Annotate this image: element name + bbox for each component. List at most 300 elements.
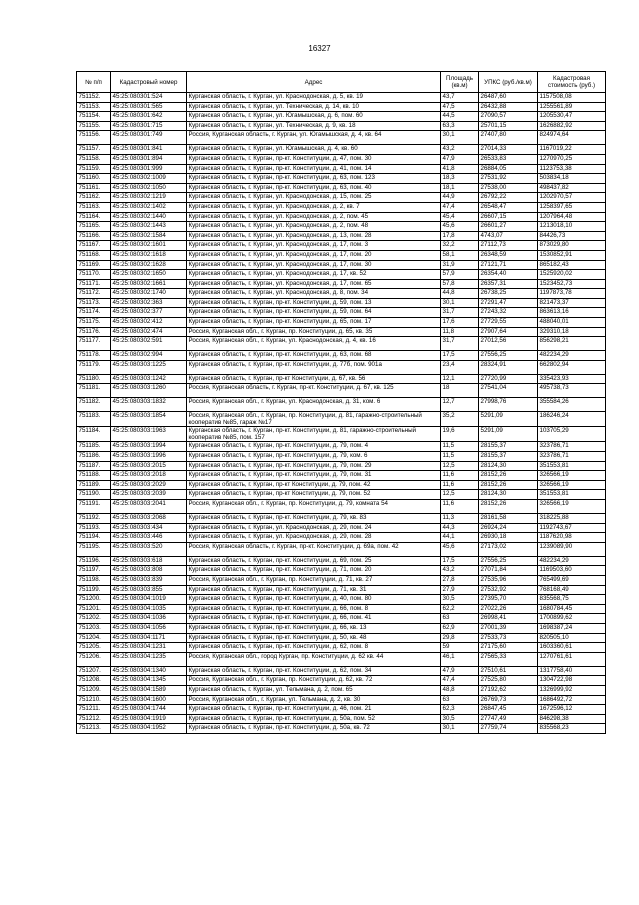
cell-cadastral-cost: 355584,26 [538,398,606,412]
cell-row-number: 751180. [77,374,111,384]
cell-area: 57,9 [441,270,479,280]
cell-row-number: 751207. [77,666,111,676]
cell-area: 31,7 [441,337,479,351]
cell-row-number: 751193. [77,523,111,533]
cell-area: 62,2 [441,604,479,614]
cell-address: Курганская область, г. Курган, ул. Краснодонская, д. 2, пом. 48 [187,222,441,232]
cell-row-number: 751211. [77,705,111,715]
cell-cadastral-cost: 1700899,62 [538,614,606,624]
cell-cadastral-number: 45:25:080304:1056 [111,623,187,633]
table-row [77,308,606,318]
cell-upks: 26930,18 [479,533,538,543]
cell-area: 45,6 [441,542,479,556]
cell-row-number: 751152. [77,93,111,103]
cell-cadastral-number: 45:25:080303:1854 [111,412,187,427]
cell-area: 31,7 [441,308,479,318]
table-row [77,705,606,715]
cell-cadastral-cost: 1530852,91 [538,250,606,260]
cell-address: Курганская область, г. Курган, пр-кт. Конституции, д. 59, пом. 64 [187,308,441,318]
cell-cadastral-number: 45:25:080304:1600 [111,695,187,705]
cell-upks: 28161,58 [479,514,538,524]
cell-area: 63 [441,695,479,705]
table-row [77,452,606,462]
cell-area: 58,1 [441,250,479,260]
cell-cadastral-number: 45:25:080302:1009 [111,174,187,184]
cell-address: Курганская область, г. Курган, пр-кт. Конституции, д. 50а, пом. 52 [187,714,441,724]
cell-address: Курганская область, г. Курган, ул. Краснодонская, д. 2, кв. 7 [187,202,441,212]
cell-row-number: 751153. [77,102,111,112]
cell-upks: 28155,37 [479,452,538,462]
table-row [77,623,606,633]
cell-upks: 26487,60 [479,93,538,103]
cell-address: Курганская область, г. Курган, пр-кт. Конституции, д. 46, пом. 21 [187,705,441,715]
cell-upks: 27014,33 [479,145,538,155]
cell-area: 12,1 [441,374,479,384]
cell-cadastral-number: 45:25:080304:1231 [111,643,187,653]
cell-cadastral-number: 45:25:080301:894 [111,154,187,164]
cell-upks: 26924,24 [479,523,538,533]
cell-cadastral-cost: 820505,10 [538,633,606,643]
cell-cadastral-number: 45:25:080302:1584 [111,231,187,241]
cell-row-number: 751178. [77,351,111,361]
cell-cadastral-number: 45:25:080301:999 [111,164,187,174]
cell-upks: 26357,31 [479,279,538,289]
cell-cadastral-number: 45:25:080303:2029 [111,480,187,490]
cell-cadastral-cost: 768168,49 [538,585,606,595]
cell-cadastral-number: 45:25:080303:1832 [111,398,187,412]
cell-row-number: 751155. [77,121,111,131]
table-row [77,575,606,585]
cell-address: Курганская область, г. Курган, ул. Югамышская, д. 6, пом. 60 [187,112,441,122]
cell-area: 11,3 [441,514,479,524]
cell-row-number: 751154. [77,112,111,122]
table-row [77,164,606,174]
cell-row-number: 751168. [77,250,111,260]
cell-cadastral-cost: 326566,19 [538,480,606,490]
cell-row-number: 751200. [77,595,111,605]
cell-cadastral-number: 45:25:080302:994 [111,351,187,361]
cell-area: 63,3 [441,121,479,131]
cell-address: Курганская область, г. Курган, ул. Тельмана, д. 2, пом. 65 [187,685,441,695]
cell-cadastral-number: 45:25:080304:1019 [111,595,187,605]
header-cadastral-number: Кадастровый номер [111,72,187,93]
table-row [77,337,606,351]
cell-area: 31,9 [441,260,479,270]
cell-row-number: 751185. [77,442,111,452]
cell-upks: 27175,60 [479,643,538,653]
table-row [77,183,606,193]
cell-area: 43,2 [441,145,479,155]
cell-upks: 27012,56 [479,337,538,351]
cell-area: 30,1 [441,298,479,308]
cell-row-number: 751156. [77,131,111,145]
cell-cadastral-cost: 1205530,47 [538,112,606,122]
cell-row-number: 751201. [77,604,111,614]
cell-cadastral-number: 45:25:080302:1628 [111,260,187,270]
cell-upks: 27510,61 [479,666,538,676]
table-row [77,250,606,260]
cell-cadastral-number: 45:25:080301:642 [111,112,187,122]
cell-address: Курганская область, г. Курган, пр-кт Конституции, д. 79, пом. 42 [187,480,441,490]
cell-cadastral-cost: 835568,75 [538,595,606,605]
cell-address: Курганская область, г. Курган, пр-кт. Конституции, д. 40, пом. 80 [187,595,441,605]
cell-upks: 27532,92 [479,585,538,595]
cell-address: Россия, Курганская обл., г. Курган, ул. Тельмана, д. 2, кв. 30 [187,695,441,705]
cell-cadastral-cost: 1197873,78 [538,289,606,299]
table-row [77,500,606,514]
cell-upks: 27998,76 [479,398,538,412]
cell-upks: 27556,25 [479,351,538,361]
cell-area: 12,7 [441,398,479,412]
cell-address: Курганская область, г. Курган, пр-кт. Конституции, д. 69, пом. 25 [187,556,441,566]
cell-upks: 27071,84 [479,566,538,576]
cell-cadastral-cost: 1157508,08 [538,93,606,103]
table-row [77,542,606,556]
cell-area: 17,8 [441,231,479,241]
cell-row-number: 751191. [77,500,111,514]
cell-row-number: 751170. [77,270,111,280]
table-row [77,174,606,184]
cell-upks: 27525,80 [479,676,538,686]
cell-cadastral-cost: 1317758,40 [538,666,606,676]
cell-address: Курганская область, г. Курган, пр-кт. Конституции, д. 79, пом. 31 [187,471,441,481]
cell-upks: 27759,74 [479,724,538,734]
cell-area: 11,6 [441,480,479,490]
cell-upks: 26738,25 [479,289,538,299]
cell-cadastral-number: 45:25:080302:1661 [111,279,187,289]
table-row [77,374,606,384]
cell-upks: 27001,39 [479,623,538,633]
table-row [77,666,606,676]
table-row [77,360,606,374]
table-row [77,585,606,595]
cell-upks: 26792,22 [479,193,538,203]
cell-row-number: 751165. [77,222,111,232]
cell-area: 17,5 [441,556,479,566]
cell-address: Россия, Курганская область, г. Курган, пр-кт. Конституции, д. 67, кв. 125 [187,384,441,398]
cell-upks: 27565,33 [479,652,538,666]
cell-row-number: 751163. [77,202,111,212]
table-row [77,222,606,232]
table-row [77,471,606,481]
cell-upks: 26607,15 [479,212,538,222]
table-row [77,490,606,500]
cell-row-number: 751199. [77,585,111,595]
cell-area: 47,4 [441,202,479,212]
cell-row-number: 751158. [77,154,111,164]
cell-area: 29,8 [441,633,479,643]
cell-area: 11,6 [441,471,479,481]
cell-cadastral-cost: 662802,94 [538,360,606,374]
cell-cadastral-cost: 1192743,67 [538,523,606,533]
cell-area: 30,5 [441,714,479,724]
cell-cadastral-number: 45:25:080304:1952 [111,724,187,734]
cell-cadastral-number: 45:25:080302:1601 [111,241,187,251]
table-row [77,480,606,490]
cell-cadastral-number: 45:25:080303:2015 [111,461,187,471]
page-number: 16327 [308,44,331,53]
cell-cadastral-cost: 482234,29 [538,556,606,566]
cell-cadastral-cost: 1258397,65 [538,202,606,212]
cell-upks: 27531,92 [479,174,538,184]
cell-upks: 26533,83 [479,154,538,164]
cell-area: 17,5 [441,351,479,361]
cell-cadastral-cost: 323786,71 [538,442,606,452]
cell-cadastral-cost: 865182,43 [538,260,606,270]
cell-cadastral-number: 45:25:080301:565 [111,102,187,112]
cell-cadastral-number: 45:25:080302:363 [111,298,187,308]
table-row [77,724,606,734]
cell-area: 30,1 [441,724,479,734]
cell-area: 63 [441,614,479,624]
table-row [77,241,606,251]
cell-upks: 27395,70 [479,595,538,605]
cell-cadastral-number: 45:25:080301:841 [111,145,187,155]
cell-address: Курганская область, г. Курган, ул. Краснодонская, д. 13, пом. 28 [187,231,441,241]
cell-row-number: 751179. [77,360,111,374]
cell-row-number: 751205. [77,643,111,653]
cell-area: 47,5 [441,102,479,112]
cell-upks: 5291,09 [479,427,538,442]
cell-upks: 27407,80 [479,131,538,145]
table-row [77,112,606,122]
table-row [77,102,606,112]
table-row [77,595,606,605]
cell-cadastral-cost: 1523452,73 [538,279,606,289]
cell-cadastral-cost: 1270761,61 [538,652,606,666]
cell-address: Курганская область, г. Курган, пр-кт. Конституции, д. 62, пом. 8 [187,643,441,653]
header-cadastral-cost: Кадастровая стоимость (руб.) [538,72,606,93]
cell-address: Курганская область, г. Курган, пр-кт. Конституции, д. 50а, кв. 72 [187,724,441,734]
cell-cadastral-number: 45:25:080304:1919 [111,714,187,724]
cell-row-number: 751182. [77,398,111,412]
cell-area: 41,8 [441,164,479,174]
cell-cadastral-number: 45:25:080302:1618 [111,250,187,260]
cell-cadastral-number: 45:25:080303:2068 [111,514,187,524]
cell-cadastral-number: 45:25:080303:618 [111,556,187,566]
cell-cadastral-number: 45:25:080303:1994 [111,442,187,452]
cell-cadastral-cost: 1672596,12 [538,705,606,715]
cell-area: 11,5 [441,452,479,462]
cell-cadastral-cost: 1239089,90 [538,542,606,556]
cell-row-number: 751192. [77,514,111,524]
cell-cadastral-cost: 856298,21 [538,337,606,351]
cell-area: 44,1 [441,533,479,543]
cell-cadastral-number: 45:25:080304:1744 [111,705,187,715]
table-row [77,566,606,576]
cell-cadastral-number: 45:25:080303:1963 [111,427,187,442]
cell-cadastral-cost: 1255561,89 [538,102,606,112]
cell-upks: 27112,73 [479,241,538,251]
cell-cadastral-cost: 846298,38 [538,714,606,724]
cell-upks: 27907,64 [479,327,538,337]
cell-cadastral-cost: 1123753,38 [538,164,606,174]
cell-cadastral-number: 45:25:080303:434 [111,523,187,533]
cell-area: 59 [441,643,479,653]
cell-address: Россия, Курганская обл., г. Курган, ул. Краснодонская, д. 4, кв. 16 [187,337,441,351]
cell-upks: 26432,88 [479,102,538,112]
cell-upks: 28155,37 [479,442,538,452]
cell-cadastral-cost: 1207964,48 [538,212,606,222]
cell-area: 45,6 [441,222,479,232]
cell-row-number: 751172. [77,289,111,299]
cell-row-number: 751177. [77,337,111,351]
cell-address: Курганская область, г. Курган, пр-кт. Конституции, д. 66, пом. 41 [187,614,441,624]
cell-row-number: 751166. [77,231,111,241]
cell-cadastral-number: 45:25:080304:1589 [111,685,187,695]
cell-upks: 5291,09 [479,412,538,427]
cell-cadastral-cost: 1167019,22 [538,145,606,155]
cell-address: Курганская область, г. Курган, пр-кт. Конституции, д. 59, пом. 13 [187,298,441,308]
cell-address: Курганская область, г. Курган, ул. Краснодонская, д. 17, кв. 52 [187,270,441,280]
cell-address: Россия, Курганская обл., г. Курган, пр. Конституции, д. 71, кв. 27 [187,575,441,585]
cell-cadastral-cost: 1304722,98 [538,676,606,686]
cell-cadastral-number: 45:25:080302:1219 [111,193,187,203]
cell-row-number: 751171. [77,279,111,289]
cell-area: 12,5 [441,461,479,471]
cell-address: Курганская область, г. Курган, пр-кт Конституции, д. 79, пом. 52 [187,490,441,500]
cell-area: 35,2 [441,412,479,427]
cell-address: Курганская область, г. Курган, пр-кт. Конституции, д. 79, пом. 29 [187,461,441,471]
cell-area: 47,9 [441,666,479,676]
cell-cadastral-cost: 1525920,02 [538,270,606,280]
cell-address: Курганская область, г. Курган, ул. Техническая, д. 9, кв. 18 [187,121,441,131]
cell-cadastral-number: 45:25:080302:1443 [111,222,187,232]
cell-cadastral-cost: 318225,88 [538,514,606,524]
cell-area: 12,5 [441,490,479,500]
cell-address: Россия, Курганская обл., г. Курган, пр. Конституции, д. 79, комната 54 [187,500,441,514]
cell-cadastral-number: 45:25:080303:839 [111,575,187,585]
table-row [77,442,606,452]
cell-area: 11,6 [441,500,479,514]
table-row [77,633,606,643]
cell-cadastral-number: 45:25:080303:1242 [111,374,187,384]
cell-upks: 25701,15 [479,121,538,131]
cell-address: Курганская область, г. Курган, пр-кт Конституции, д. 67, кв. 56 [187,374,441,384]
cell-address: Курганская область, г. Курган, пр-кт. Конституции, д. 63, пом. 123 [187,174,441,184]
cell-area: 18 [441,384,479,398]
cell-cadastral-number: 45:25:080302:1740 [111,289,187,299]
cell-address: Курганская область, г. Курган, ул. Краснодонская, д. 5, кв. 19 [187,93,441,103]
table-row [77,427,606,442]
cell-row-number: 751188. [77,471,111,481]
cell-upks: 27090,57 [479,112,538,122]
cell-address: Курганская область, г. Курган, ул. Краснодонская, д. 29, пом. 28 [187,533,441,543]
cell-cadastral-cost: 503834,18 [538,174,606,184]
cell-address: Курганская область, г. Курган, ул. Краснодонская, д. 17, пом. 20 [187,250,441,260]
table-row [77,398,606,412]
cell-address: Курганская область, г. Курган, пр-кт. Конституции, д. 71, кв. 31 [187,585,441,595]
table-row [77,154,606,164]
cell-address: Курганская область, г. Курган, ул. Краснодонская, д. 17, пом. 3 [187,241,441,251]
cell-upks: 4743,07 [479,231,538,241]
cell-area: 48,8 [441,685,479,695]
cell-address: Курганская область, г. Курган, пр-кт. Конституции, д. 79, ком. 6 [187,452,441,462]
table-row [77,298,606,308]
cell-cadastral-cost: 1680784,45 [538,604,606,614]
cell-cadastral-number: 45:25:080304:1036 [111,614,187,624]
cell-upks: 26998,41 [479,614,538,624]
cell-cadastral-number: 45:25:080302:377 [111,308,187,318]
cell-upks: 27192,62 [479,685,538,695]
cell-cadastral-number: 45:25:080302:1650 [111,270,187,280]
cell-area: 44,9 [441,193,479,203]
cell-upks: 26769,73 [479,695,538,705]
cell-cadastral-number: 45:25:080304:1340 [111,666,187,676]
cell-cadastral-cost: 1326999,92 [538,685,606,695]
cell-row-number: 751208. [77,676,111,686]
cell-cadastral-number: 45:25:080301:524 [111,93,187,103]
cell-area: 17,6 [441,318,479,328]
table-row [77,643,606,653]
cell-address: Курганская область, г. Курган, ул. Краснодонская, д. 15, пом. 25 [187,193,441,203]
cell-address: Россия, Курганская область, г. Курган, пр-кт. Конституции, д. 69а, пом. 42 [187,542,441,556]
cell-cadastral-cost: 488040,01 [538,318,606,328]
cell-cadastral-cost: 835568,23 [538,724,606,734]
cell-row-number: 751198. [77,575,111,585]
cell-cadastral-cost: 821473,37 [538,298,606,308]
cell-upks: 27720,99 [479,374,538,384]
cell-upks: 26548,47 [479,202,538,212]
cell-row-number: 751196. [77,556,111,566]
cell-cadastral-cost: 351553,81 [538,461,606,471]
cell-cadastral-cost: 1270970,25 [538,154,606,164]
header-number: № п/п [77,72,111,93]
cell-cadastral-number: 45:25:080303:2041 [111,500,187,514]
table-row [77,523,606,533]
cell-address: Курганская область, г. Курган, пр-кт. Конституции, д. 79, кв. 83 [187,514,441,524]
table-row [77,318,606,328]
cell-address: Курганская область, г. Курган, ул. Краснодонская, д. 17, пом. 65 [187,279,441,289]
cell-cadastral-cost: 329310,18 [538,327,606,337]
cell-upks: 28152,26 [479,500,538,514]
cell-area: 43,7 [441,93,479,103]
table-row [77,327,606,337]
cell-row-number: 751174. [77,308,111,318]
cell-row-number: 751209. [77,685,111,695]
cell-area: 44,5 [441,112,479,122]
table-row [77,270,606,280]
cell-upks: 26354,40 [479,270,538,280]
cell-upks: 28124,30 [479,490,538,500]
cell-cadastral-number: 45:25:080303:1225 [111,360,187,374]
cell-row-number: 751213. [77,724,111,734]
table-row [77,533,606,543]
cell-cadastral-cost: 186246,24 [538,412,606,427]
cell-area: 11,5 [441,442,479,452]
cell-upks: 28124,30 [479,461,538,471]
cell-cadastral-cost: 1187620,98 [538,533,606,543]
cell-cadastral-number: 45:25:080302:591 [111,337,187,351]
cell-upks: 26348,59 [479,250,538,260]
table-row [77,461,606,471]
cell-row-number: 751210. [77,695,111,705]
cell-address: Россия, Курганская обл., г. Курган, пр. Конституции, д. 81, гаражно-строительный кооператив №85, гараж №17 [187,412,441,427]
cell-row-number: 751176. [77,327,111,337]
cell-area: 44,3 [441,523,479,533]
cell-area: 27,9 [441,585,479,595]
cell-cadastral-number: 45:25:080302:474 [111,327,187,337]
cell-address: Курганская область, г. Курган, ул. Югамышская, д. 4, кв. 60 [187,145,441,155]
cell-row-number: 751187. [77,461,111,471]
cell-upks: 27535,96 [479,575,538,585]
table-row [77,556,606,566]
table-row [77,695,606,705]
cell-address: Россия, Курганская обл., город Курган, пр. Конституции, д. 62 кв. 44 [187,652,441,666]
cell-cadastral-cost: 351553,81 [538,490,606,500]
cell-cadastral-cost: 873029,80 [538,241,606,251]
cell-cadastral-number: 45:25:080303:446 [111,533,187,543]
